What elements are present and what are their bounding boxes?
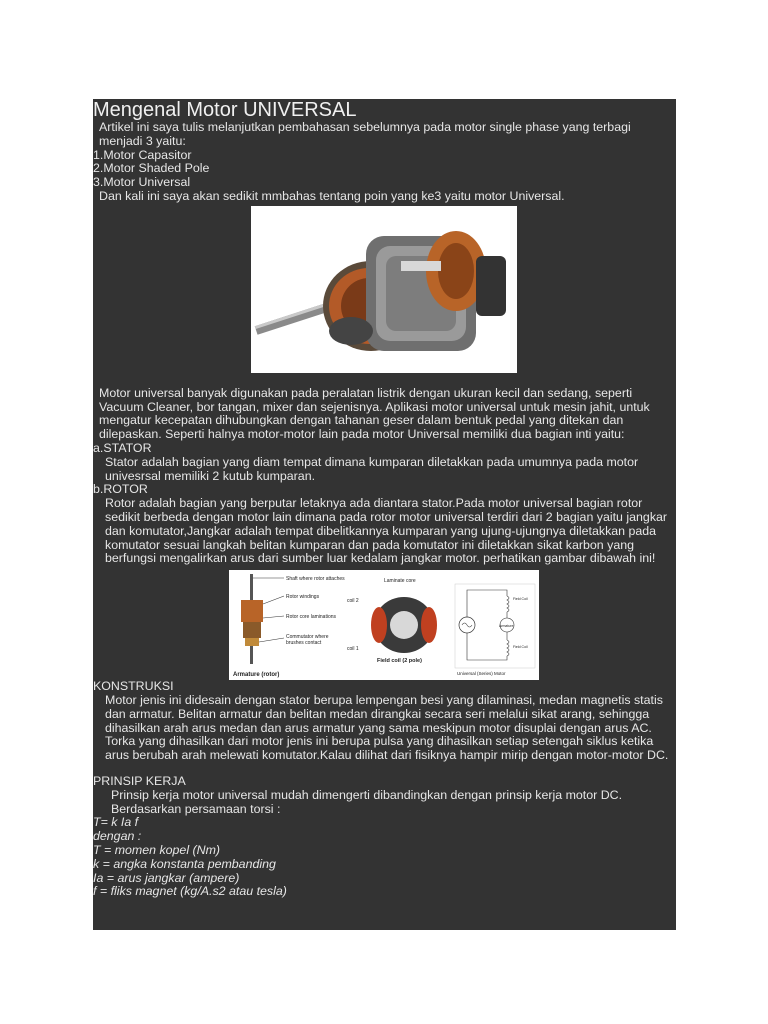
label-fieldcoil-top: Field Coil [513,597,528,602]
label-windings: Rotor windings [286,594,320,601]
formula-line: f = fliks magnet (kg/A.s2 atau tesla) [93,884,287,899]
intro2-paragraph: Dan kali ini saya akan sedikit mmbahas tentang poin yang ke3 yaitu motor Universal. [99,188,565,203]
rotor-text: Rotor adalah bagian yang berputar letaknya ada diantara stator.Pada motor universal bagian rotor sedikit berbeda dengan motor lain dimana pada rotor motor universal terdiri dari 2 bagian yaitu jangkar dan komutator,Jangkar adalah tempat dibelitkannya kumparan yang ujung-ujungnya diletakkan pada komutator sesuai langkah belitan kumparan dan pada komutator ini diletakkan sikat karbon yang berfungsi mengalirkan arus dari sumber luar kedalam jangkar motor. perhatikan gambar dibawah ini! [105,496,668,566]
formula-line: T = momen kopel (Nm) [93,842,221,857]
label-armature-small: Armature [499,624,514,629]
label-shaft: Shaft where rotor attaches [286,576,345,583]
intro-paragraph: Artikel ini saya tulis melanjutkan pembahasan sebelumnya pada motor single phase yang terbagi menjadi 3 yaitu: [99,120,631,148]
stator-text: Stator adalah bagian yang diam tempat dimana kumparan diletakkan pada umumnya pada motor univesrsal memiliki 2 kutub kumparan. [105,454,639,483]
label-armature: Armature (rotor) [233,672,280,679]
article-page [93,99,676,930]
stator-heading: a.STATOR [93,440,152,455]
motor-type-item: 3.Motor Universal [93,175,191,190]
prinsip-text: Prinsip kerja motor universal mudah dimengerti dibandingkan dengan prinsip kerja motor DC. Berdasarkan persamaan torsi : [111,787,623,816]
formula-line: T= k Ia f [93,815,139,830]
label-universal-motor: Universal (Series) Motor [457,671,506,677]
motor-type-item: 2.Motor Shaded Pole [93,161,210,176]
label-laminate: Laminate core [384,578,416,585]
para-usage: Motor universal banyak digunakan pada peralatan listrik dengan ukuran kecil dan sedang, seperti Vacuum Cleaner, bor tangan, mixer dan sejenisnya. Aplikasi motor universal untuk mesin jahit, untuk mengatur kecepatan dihubungkan dengan tahanan geser dalam bentuk pedal yang ditekan dan dilepaskan. Seperti halnya motor-motor lain pada motor Universal memiliki dua bagian inti yaitu: [99,385,650,442]
motor-parts-diagram [229,570,539,680]
universal-motor-photo [251,206,517,373]
label-fieldcoil: Field coil (2 pole) [377,658,422,665]
konstruksi-text: Motor jenis ini didesain dengan stator berupa lempengan besi yang dilaminasi, medan magnetis statis dan armatur. Belitan armatur dan belitan medan dirangkai secara seri melalui sikat arang, sehingga dihasilkan arah arus medan dan arus armatur yang sama meskipun motor disuplai dengan arus AC. Torka yang dihasilkan dari motor jenis ini berupa pulsa yang dihasilkan setiap setengah siklus ketika arus berubah arah melewati komutator.Kalau dilihat dari fisiknya hampir mirip dengan motor-motor DC. [105,692,669,763]
label-fieldcoil-bottom: Field Coil [513,645,528,650]
label-commutator-2: brushes contact [286,640,322,647]
article-title: Mengenal Motor UNIVERSAL [93,99,357,121]
label-commutator: Commutator where [286,634,329,641]
rotor-heading: b.ROTOR [93,482,148,497]
formula-line: dengan : [93,829,142,844]
formula-line: k = angka konstanta pembanding [93,856,276,871]
formula-line: Ia = arus jangkar (ampere) [93,870,240,885]
motor-type-item: 1.Motor Capasitor [93,147,192,162]
label-laminations: Rotor core laminations [286,614,337,621]
label-coil2: coil 2 [347,598,359,605]
konstruksi-heading: KONSTRUKSI [93,679,174,694]
prinsip-heading: PRINSIP KERJA [93,773,186,788]
label-coil1: coil 1 [347,646,359,653]
